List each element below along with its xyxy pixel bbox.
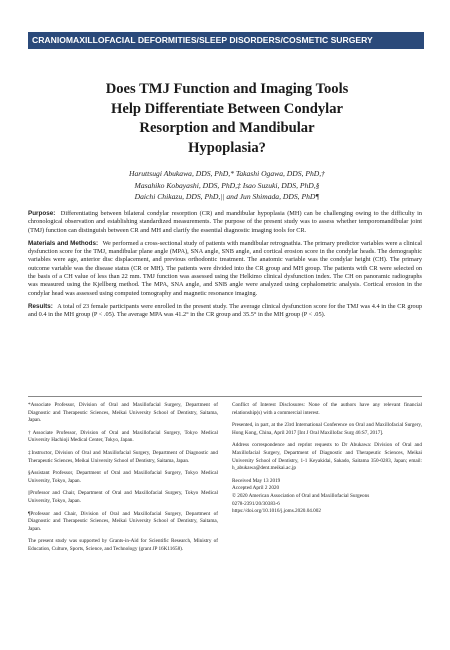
footnotes-left-column: [28, 402, 218, 559]
footnote: §Assistant Professor, Department of Oral and Maxillofacial Surgery, Tokyo Medical University, Tokyo, Japan.: [28, 470, 218, 484]
section-divider: [28, 396, 422, 397]
abstract: [28, 210, 422, 325]
accepted-date: Accepted April 2 2020: [232, 485, 280, 492]
presentation-note: Presented, in part, at the 23rd International Conference on Oral and Maxillofacial Surgery, Hong Kong, China, April 2017 [Int J Oral Maxillofac Surg 46:S7, 2017].: [232, 422, 422, 436]
funding-note: The present study was supported by Grants-in-Aid for Scientific Research, Ministry of Education, Culture, Sports, Science, and Technology (grant JP 16K11658).: [28, 538, 218, 552]
received-date: Received May 13 2019: [232, 477, 281, 484]
copyright-notice: © 2020 American Association of Oral and Maxillofacial Surgeons: [232, 492, 370, 499]
correspondence-note: Address correspondence and reprint requests to Dr Abukawa: Division of Oral and Maxillofacial Surgery, Department of Diagnostic and Therapeutic Sciences, Meikai University School of Dentistry, 1-1 Keyakidai, Sakado, Saitama 350-0283, Japan; email: h_abukawa@dent.meikai.ac.jp: [232, 442, 422, 472]
abstract-methods: [28, 240, 422, 298]
abstract-results: [28, 303, 422, 320]
footnote: *Associate Professor, Division of Oral and Maxillofacial Surgery, Department of Diagnostic and Therapeutic Sciences, Meikai University School of Dentistry, Saitama, Japan.: [28, 402, 218, 424]
footnotes-right-column: [232, 402, 422, 516]
doi-link[interactable]: https://doi.org/10.1016/j.joms.2020.04.002: [232, 508, 321, 515]
conflict-disclosure: Conflict of Interest Disclosures: None of the authors have any relevant financial relationship(s) with a commercial interest.: [232, 402, 422, 416]
abstract-text: A total of 23 female participants were enrolled in the present study. The average clinical dysfunction score for the TMJ was 4.4 in the CR group and 0.4 in the MH group (P < .05). The average MPA was 41.2° in the CR group and 35.5° in the MH group (P < .05).: [28, 302, 423, 319]
title-line: Hypoplasia?: [188, 139, 266, 156]
abstract-heading: Results:: [28, 302, 53, 310]
article-title: [36, 80, 418, 158]
title-line: Does TMJ Function and Imaging Tools: [105, 81, 349, 97]
abstract-heading: Purpose:: [28, 210, 56, 217]
section-banner: CRANIOMAXILLOFACIAL DEFORMITIES/SLEEP DISORDERS/COSMETIC SURGERY: [28, 32, 424, 49]
abstract-text: Differentiating between bilateral condylar resorption (CR) and mandibular hypoplasia (MH) can be challenging owing to the difficulty in chronological observation and establishing standardized measurements. The purpose of the present study was to assess whether temporomandibular joint (TMJ) function can distinguish between CR and MH and clarify the essential diagnostic imaging tools for CR.: [28, 210, 422, 234]
author-line: Daichi Chikazu, DDS, PhD,|| and Jun Shimada, DDS, PhD¶: [134, 192, 320, 201]
abstract-heading: Materials and Methods:: [28, 239, 99, 247]
footnote: ‡Instructor, Division of Oral and Maxillofacial Surgery, Department of Diagnostic and Therapeutic Sciences, Meikai University School of Dentistry, Saitama, Japan.: [28, 449, 218, 464]
author-list: [40, 168, 414, 203]
footnote: ¶Professor and Chair, Division of Oral and Maxillofacial Surgery, Department of Diagnostic and Therapeutic Sciences, Meikai University School of Dentistry, Saitama, Japan.: [28, 510, 218, 532]
author-line: Haruttsugi Abukawa, DDS, PhD,* Takashi Ogawa, DDS, PhD,†: [129, 169, 325, 178]
footnote: †Associate Professor, Division of Oral and Maxillofacial Surgery, Tokyo Medical University Hachioji Medical Center, Tokyo, Japan.: [28, 429, 218, 444]
abstract-purpose: [28, 210, 422, 235]
title-line: Resorption and Mandibular: [139, 120, 315, 136]
title-line: Help Differentiate Between Condylar: [111, 100, 343, 117]
issn: 0278-2391/20/30383-6: [232, 500, 280, 507]
footnote: ||Professor and Chair, Department of Oral and Maxillofacial Surgery, Tokyo Medical University, Tokyo, Japan.: [28, 490, 218, 504]
abstract-text: We performed a cross-sectional study of patients with mandibular retrognathia. The primary predictor variables were a clinical dysfunction score for the TMJ, mandibular plane angle (MPA), SNA angle, SNB angle, and cortical erosion score in the condylar heads. The demographic variables were age, anterior disc displacement, and previous orthodontic treatment. The anatomic variable was the condylar height (CH). The primary outcome variable was the disease status (CR or MH). The patients were divided into the CR group and MH group. The patients with CR were selected on the basis of a CH value of less than 22 mm. TMJ function was assessed using the Helkimo clinical dysfunction index. The CH on panoramic radiographs was measured using the Kjellberg method. The MPA, SNA angle, and SNB angle were analyzed using cephalometric analysis. Cortical erosion in the condylar head was assessed using computed tomography and magnetic resonance imaging.: [28, 239, 422, 297]
author-line: Masahiko Kobayashi, DDS, PhD,‡ Isao Suzuki, DDS, PhD,§: [134, 180, 320, 190]
